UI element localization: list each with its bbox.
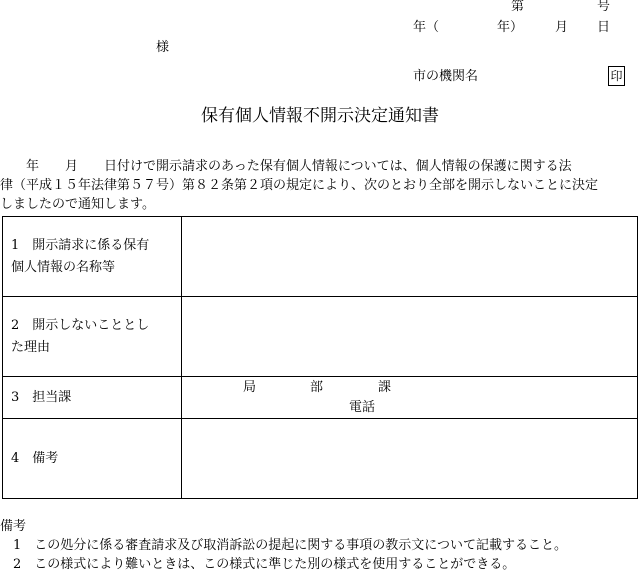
department-label: 部: [310, 379, 324, 395]
reason-field[interactable]: [182, 297, 638, 377]
decision-table: [2, 216, 638, 499]
table-row: [3, 297, 638, 377]
note-item-1: 1 この処分に係る審査請求及び取消訴訟の提起に関する事項の教示文について記載すること。: [0, 538, 568, 553]
number-label-dai: 第: [511, 0, 525, 14]
label-line: 3 担当課: [11, 389, 72, 405]
label-line: 1 開示請求に係る保有: [11, 237, 150, 253]
date-year-label: 年（: [413, 20, 440, 35]
notes-section: [0, 517, 567, 574]
date-era-year-label: 年）: [497, 20, 524, 35]
date-day-label: 日: [597, 20, 611, 35]
body-line-2: 律（平成１５年法律第５７号）第８２条第２項の規定により、次のとおり全部を開示しないことに決定: [0, 178, 599, 193]
row-label-section: [3, 377, 182, 419]
row-label-remarks: [3, 419, 182, 499]
label-line: 4 備考: [11, 450, 59, 466]
table-row: [3, 217, 638, 297]
table-row: [3, 419, 638, 499]
body-line-3: しましたので通知します。: [0, 197, 155, 212]
note-item-2: 2 この様式により難いときは、この様式に準じた別の様式を使用することができる。: [0, 557, 516, 572]
notes-heading: 備考: [0, 519, 27, 534]
label-line: 個人情報の名称等: [11, 259, 116, 275]
row-label-info-name: [3, 217, 182, 297]
section-label: 課: [378, 379, 392, 395]
table-row: [3, 377, 638, 419]
phone-label: 電話: [349, 399, 376, 415]
number-label-go: 号: [597, 0, 611, 14]
label-line: た理由: [11, 339, 51, 355]
section-field[interactable]: [182, 377, 638, 419]
issuer-name: 市の機関名: [413, 69, 479, 84]
label-line: 2 開示しないこととし: [11, 317, 150, 333]
seal-mark: 印: [608, 66, 625, 86]
remarks-field[interactable]: [182, 419, 638, 499]
bureau-label: 局: [243, 379, 257, 395]
info-name-field[interactable]: [182, 217, 638, 297]
row-label-reason: [3, 297, 182, 377]
addressee-suffix: 様: [156, 40, 170, 55]
date-month-label: 月: [555, 20, 569, 35]
body-line-1: 年 月 日付けで開示請求のあった保有個人情報については、個人情報の保護に関する法: [0, 159, 572, 174]
notice-body: [0, 157, 640, 214]
document-title: 保有個人情報不開示決定通知書: [201, 106, 439, 126]
